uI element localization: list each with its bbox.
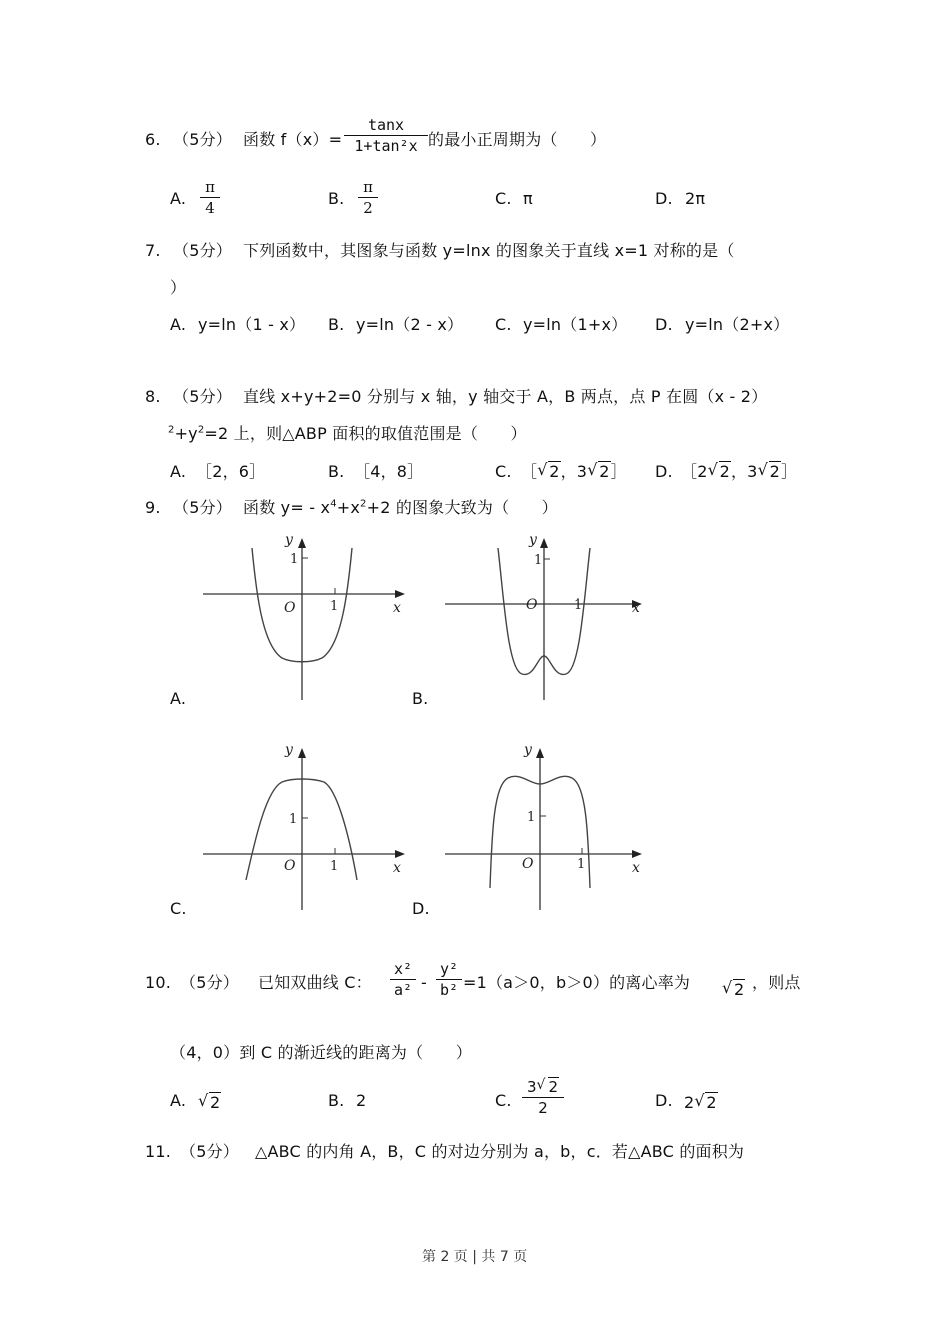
text: ，3 <box>560 462 588 481</box>
sqrt: √ 2 <box>707 460 730 481</box>
sqrt: √ 2 <box>587 460 610 481</box>
text: 函数 y= - x <box>243 498 331 517</box>
fraction-numerator: y² <box>439 960 459 978</box>
question-7-stem-line1: 下列函数中，其图象与函数 y=lnx 的图象关于直线 x=1 对称的是（ <box>243 241 735 260</box>
sqrt: √ 2 <box>694 1091 717 1112</box>
q6-option-c-value: π <box>523 189 533 208</box>
x-axis-label: x <box>632 600 640 616</box>
x-axis-label: x <box>632 860 640 876</box>
question-6-fraction <box>344 116 428 155</box>
q8-option-a-value: ［2，6］ <box>196 462 266 481</box>
fraction-numerator: π <box>205 178 215 196</box>
superscript: 2 <box>360 498 367 510</box>
question-6-points: （5分） <box>173 130 232 149</box>
question-11-stem-line1: △ABC 的内角 A，B，C 的对边分别为 a，b，c．若△ABC 的面积为 <box>255 1142 745 1161</box>
q10-option-b-label: B. <box>328 1091 345 1110</box>
text: ，3 <box>730 462 758 481</box>
q10-option-c-label: C. <box>495 1091 512 1110</box>
q6-option-d-value: 2π <box>685 189 706 208</box>
q7-option-b-label: B. <box>328 315 345 334</box>
question-10-stem-c: ，则点 <box>752 973 801 992</box>
superscript: 2 <box>197 424 205 436</box>
fraction-numerator: x² <box>393 960 413 978</box>
x-tick-label: 1 <box>330 599 339 614</box>
text: =2 上，则△ABP 面积的取值范围是（ ） <box>204 424 527 443</box>
q10-option-b-value: 2 <box>356 1091 367 1110</box>
question-11-number: 11. <box>145 1142 172 1161</box>
q9-option-c-label: C. <box>170 899 187 918</box>
origin-label: O <box>284 858 296 874</box>
fraction-numerator <box>522 1078 564 1096</box>
fraction-bar <box>390 979 416 980</box>
superscript: 4 <box>330 498 337 510</box>
fraction-denominator: 1+tan²x <box>354 137 418 155</box>
q8-option-b-label: B. <box>328 462 345 481</box>
graph-option-b <box>442 530 652 700</box>
q8-option-a-label: A. <box>170 462 187 481</box>
question-7-number: 7. <box>145 241 161 260</box>
q8-option-b-value: ［4，8］ <box>354 462 424 481</box>
fraction-bar <box>358 197 378 198</box>
fraction-denominator: 2 <box>538 1099 548 1117</box>
text: ］ <box>780 462 798 481</box>
sqrt: √ 2 <box>198 1091 221 1112</box>
q7-option-c-value: y=ln（1+x） <box>523 315 628 334</box>
question-10-points: （5分） <box>180 973 239 992</box>
fraction-denominator: 4 <box>205 199 215 217</box>
question-11-points: （5分） <box>180 1142 239 1161</box>
question-9-stem <box>243 498 558 518</box>
q8-option-c-label: C. <box>495 462 512 481</box>
q9-option-a-label: A. <box>170 689 187 708</box>
q10-option-a-label: A. <box>170 1091 187 1110</box>
fraction-denominator: b² <box>439 981 459 999</box>
q6-option-b-label: B. <box>328 189 345 208</box>
origin-label: O <box>522 856 534 872</box>
radicand: 2 <box>734 980 745 999</box>
fraction-bar <box>436 979 462 980</box>
sqrt: √ 2 <box>757 460 780 481</box>
q6-option-a-label: A. <box>170 189 187 208</box>
y-axis-label: y <box>529 532 537 548</box>
q6-option-a-fraction <box>200 178 220 217</box>
text: 3 <box>526 1078 537 1096</box>
y-tick-label: 1 <box>527 810 536 825</box>
radicand: 2 <box>599 462 610 481</box>
y-axis-label: y <box>524 742 532 758</box>
question-6-number: 6. <box>145 130 161 149</box>
origin-label: O <box>526 597 538 613</box>
q10-sqrt-2 <box>722 980 745 1000</box>
text: +x <box>336 498 361 517</box>
y-axis-label: y <box>285 742 293 758</box>
question-8-stem-line1: 直线 x+y+2=0 分别与 x 轴，y 轴交于 A，B 两点，点 P 在圆（x - 2） <box>243 387 768 406</box>
fraction-denominator: a² <box>393 981 413 999</box>
radicand: 2 <box>210 1093 221 1112</box>
graph-option-c <box>200 740 410 910</box>
q9-option-b-label: B. <box>412 689 429 708</box>
q10-option-d-value <box>684 1093 718 1113</box>
question-6-stem-post: 的最小正周期为（ ） <box>428 130 607 149</box>
question-7-points: （5分） <box>173 241 232 260</box>
q10-fraction-x2-a2 <box>390 960 416 999</box>
y-tick-label: 1 <box>289 812 298 827</box>
graph-option-a <box>200 530 410 700</box>
graph-option-d <box>442 740 652 910</box>
q7-option-a-value: y=ln（1 - x） <box>198 315 306 334</box>
q7-option-d-label: D. <box>655 315 673 334</box>
q7-option-d-value: y=ln（2+x） <box>685 315 790 334</box>
fraction-numerator: tanx <box>367 116 405 134</box>
q10-minus: - <box>421 973 427 992</box>
q6-option-c-label: C. <box>495 189 512 208</box>
q10-option-c-fraction <box>522 1078 564 1117</box>
x-tick-label: 1 <box>574 598 583 613</box>
q10-option-d-label: D. <box>655 1091 673 1110</box>
q8-option-d-value <box>681 462 797 482</box>
sqrt: √ 2 <box>722 978 745 999</box>
question-10-number: 10. <box>145 973 172 992</box>
fraction-bar <box>522 1097 564 1098</box>
x-axis-label: x <box>393 860 401 876</box>
y-tick-label: 1 <box>290 552 299 567</box>
radicand: 2 <box>769 462 780 481</box>
q7-option-b-value: y=ln（2 - x） <box>356 315 464 334</box>
q9-option-d-label: D. <box>412 899 430 918</box>
x-axis-label: x <box>393 600 401 616</box>
text: ［2 <box>681 462 708 481</box>
text: 2 <box>684 1093 695 1112</box>
question-10-stem-b: =1（a＞0，b＞0）的离心率为 <box>463 973 691 992</box>
question-10-stem-a: 已知双曲线 C： <box>258 973 372 992</box>
question-9-number: 9. <box>145 498 161 517</box>
question-10-stem-line2: （4，0）到 C 的渐近线的距离为（ ） <box>170 1043 472 1062</box>
y-axis-label: y <box>285 532 293 548</box>
fraction-bar <box>200 197 220 198</box>
question-9-points: （5分） <box>173 498 232 517</box>
q8-option-d-label: D. <box>655 462 673 481</box>
question-6-stem-pre: 函数 f（x）= <box>243 130 343 149</box>
sqrt: √ 2 <box>537 460 560 481</box>
superscript: 2 <box>168 424 175 436</box>
fraction-bar <box>344 135 428 136</box>
radicand: 2 <box>706 1093 717 1112</box>
q10-option-a-value <box>198 1093 221 1113</box>
x-tick-label: 1 <box>330 859 339 874</box>
question-8-number: 8. <box>145 387 161 406</box>
y-tick-label: 1 <box>534 553 543 568</box>
origin-label: O <box>284 600 296 616</box>
fraction-numerator: π <box>363 178 373 196</box>
question-7-stem-line2: ） <box>170 278 187 297</box>
text: +y <box>174 424 198 443</box>
radicand: 2 <box>719 462 730 481</box>
q7-option-c-label: C. <box>495 315 512 334</box>
q10-fraction-y2-b2 <box>436 960 462 999</box>
fraction-denominator: 2 <box>363 199 373 217</box>
text: +2 的图象大致为（ ） <box>366 498 558 517</box>
question-8-points: （5分） <box>173 387 232 406</box>
q6-option-d-label: D. <box>655 189 673 208</box>
text: ］ <box>610 462 627 481</box>
radicand: 2 <box>549 462 560 481</box>
question-8-stem-line2 <box>168 424 527 444</box>
radicand: 2 <box>548 1078 559 1096</box>
q8-option-c-value <box>521 462 627 482</box>
x-tick-label: 1 <box>577 857 586 872</box>
q7-option-a-label: A. <box>170 315 187 334</box>
sqrt: √ 2 <box>536 1077 559 1096</box>
text: ［ <box>521 462 538 481</box>
page-number-footer: 第 2 页 | 共 7 页 <box>422 1249 528 1265</box>
q6-option-b-fraction <box>358 178 378 217</box>
